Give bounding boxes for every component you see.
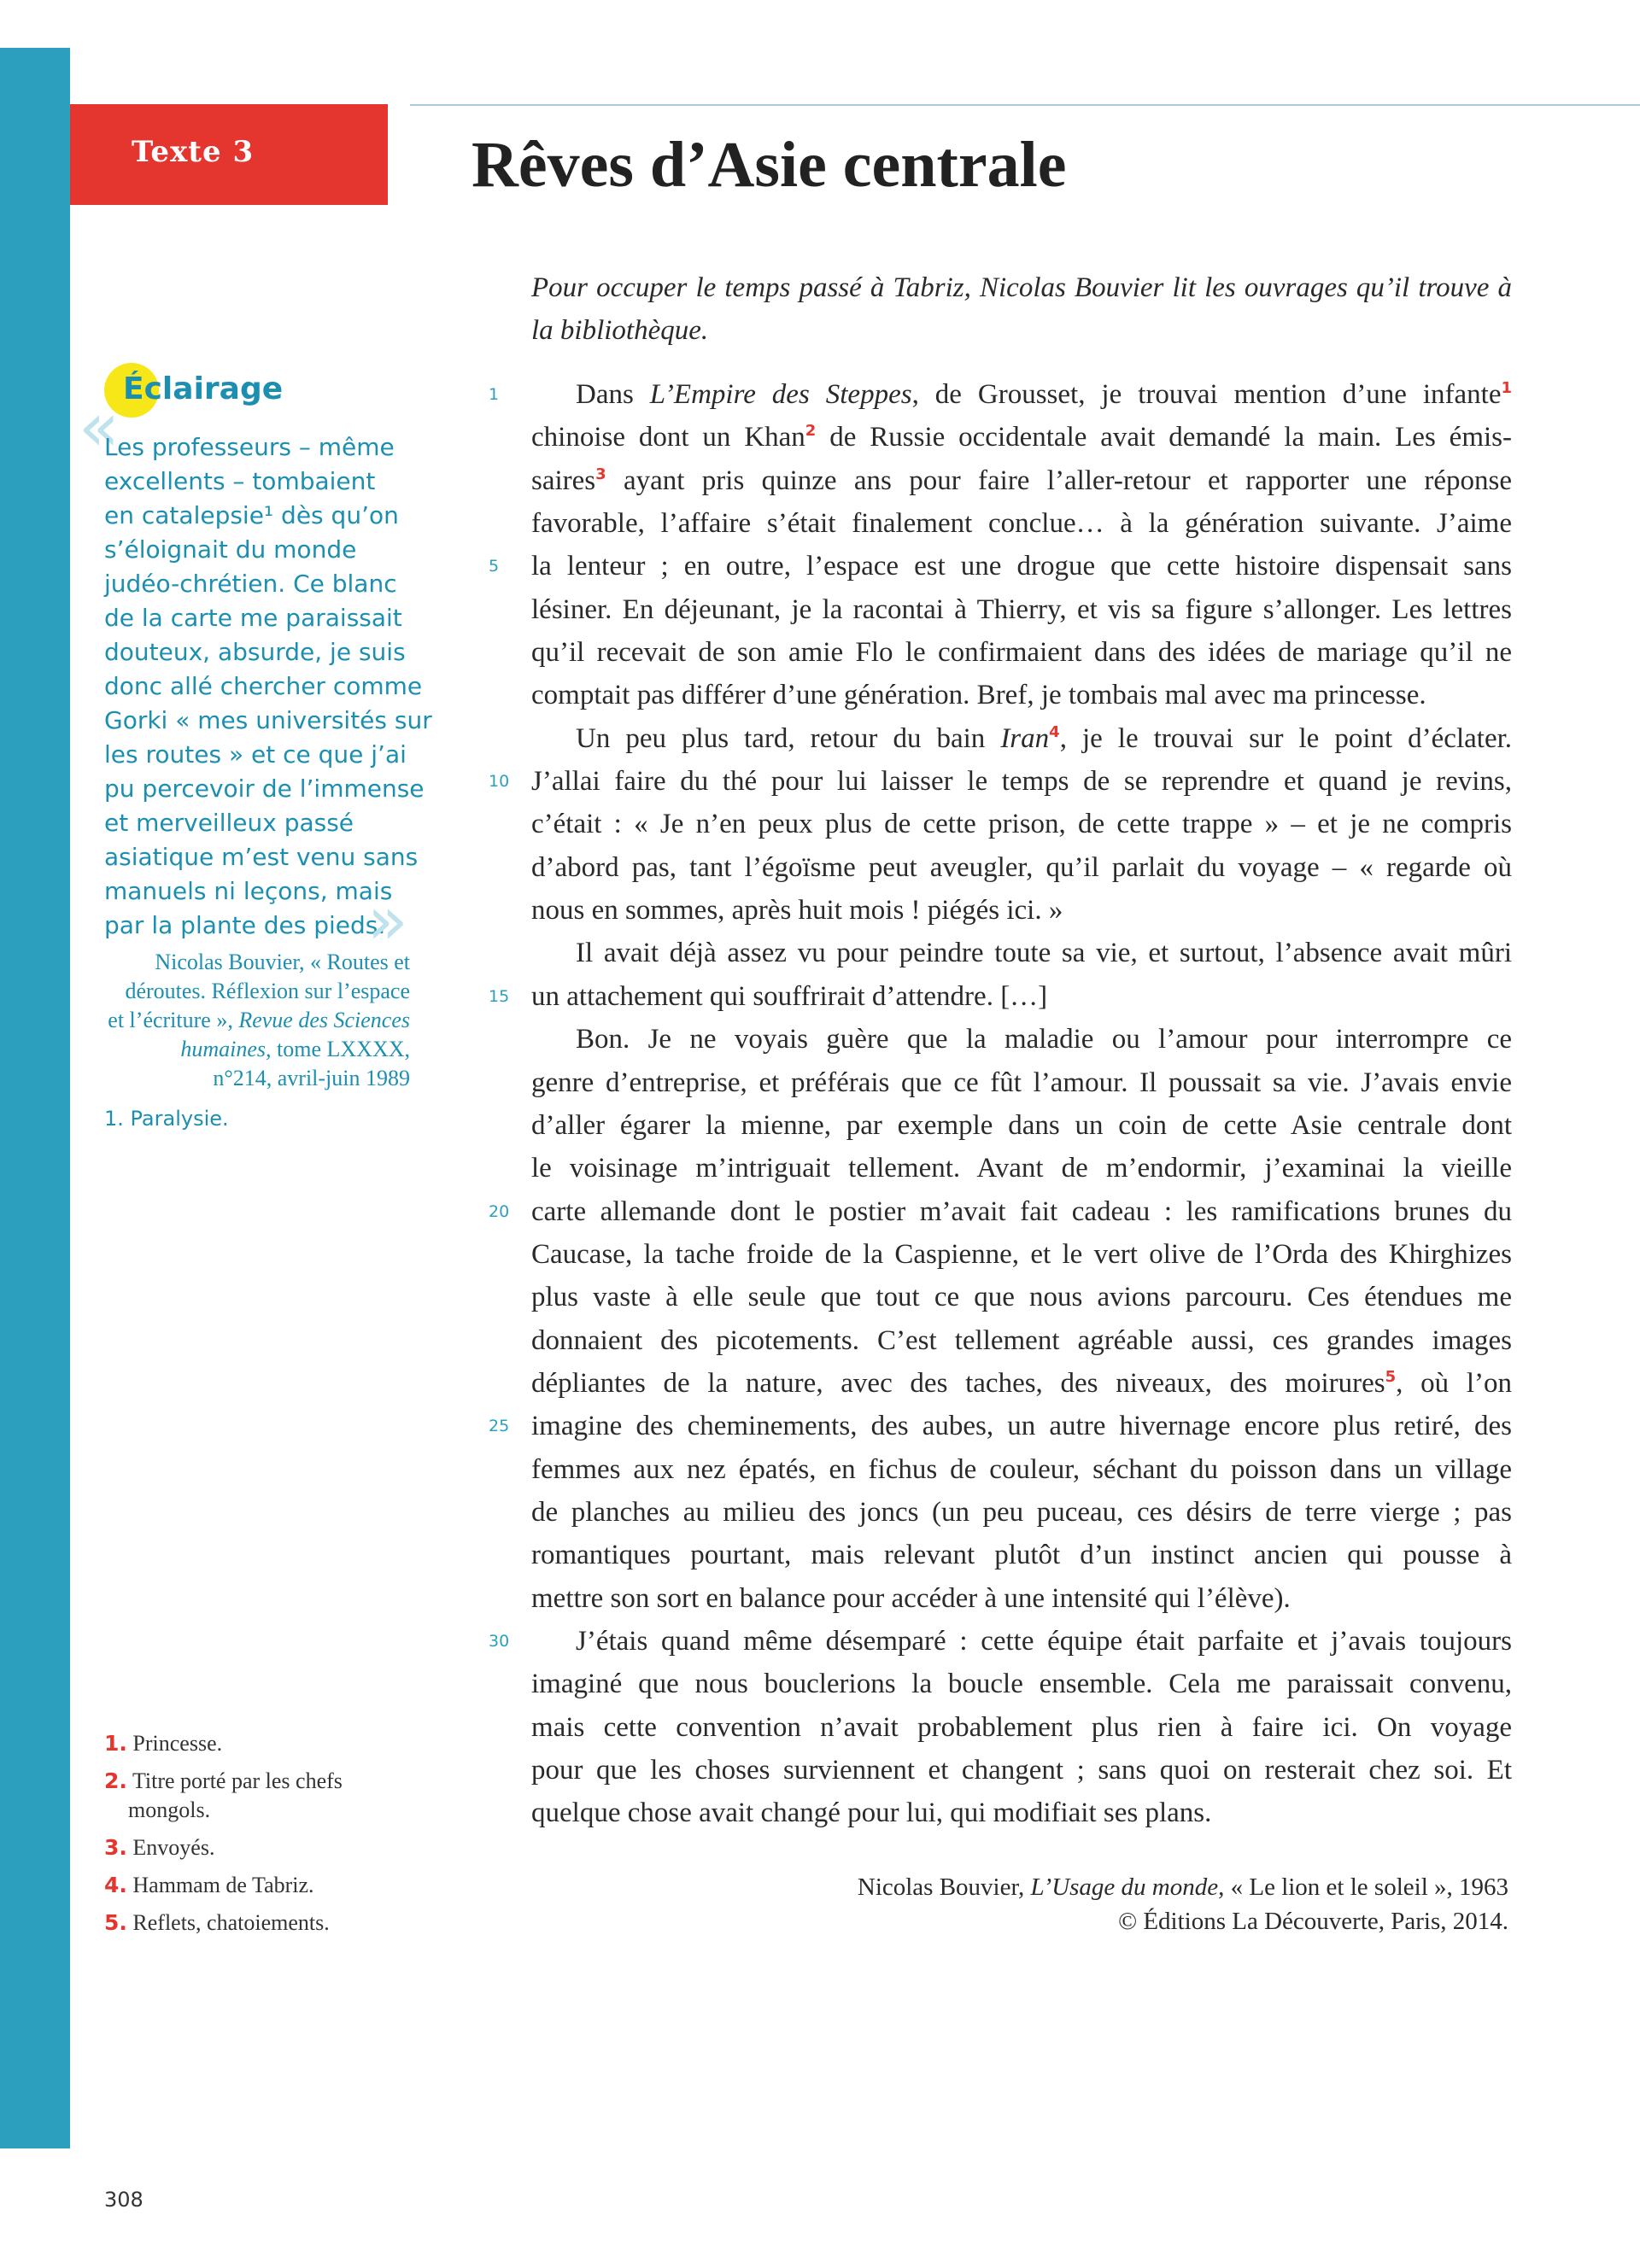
footnote-number: 1. — [104, 1731, 127, 1756]
text-line: pour que les choses surviennent et changent ; sans quoi on resterait chez soi. Et — [531, 1755, 1512, 1786]
eclairage-quote-line: excellents – tombaient — [104, 467, 376, 495]
text-line — [531, 416, 1512, 459]
text-span: carte allemande dont le postier m’avait fait cadeau : les ramifications brunes du — [531, 1195, 1512, 1227]
citation-work: L’Usage du monde — [1030, 1873, 1219, 1901]
source-line: déroutes. Réflexion sur l’espace — [125, 979, 410, 1003]
text-line: le voisinage m’intriguait tellement. Avant de m’endormir, j’examinai la vieille — [531, 1153, 1512, 1184]
eclairage-quote — [104, 430, 432, 943]
text-line: romantiques pourtant, mais relevant plutôt d’un instinct ancien qui pousse à — [531, 1540, 1512, 1571]
text-line: femmes aux nez épatés, en fichus de couleur, séchant du poisson dans un village — [531, 1453, 1512, 1485]
footnote — [104, 1871, 412, 1900]
intro-line: la bibliothèque. — [531, 315, 709, 346]
line-number: 30 — [489, 1631, 510, 1651]
source-text: et l’écriture », — [108, 1008, 239, 1032]
book-title: L’Empire des Steppes — [649, 379, 912, 410]
eclairage-note: 1. Paralysie. — [104, 1107, 229, 1131]
footnotes — [104, 1729, 412, 1946]
text-line: comptait pas différer d’une génération. Bref, je tombais mal avec ma princesse. — [531, 680, 1426, 711]
line-number: 25 — [489, 1417, 510, 1436]
text-line: genre d’entreprise, et préférais que ce fût l’amour. Il poussait sa vie. J’avais envie — [531, 1067, 1512, 1098]
text-line — [489, 760, 1512, 803]
eclairage-quote-line: par la plante des pieds. — [104, 911, 386, 939]
text-line: Il avait déjà assez vu pour peindre toute sa vie, et surtout, l’absence avait mûri — [576, 938, 1512, 969]
text-line: donnaient des picotements. C’est tellement agréable aussi, ces grandes images — [531, 1324, 1512, 1356]
source-line: n°214, avril-juin 1989 — [213, 1066, 410, 1090]
footnote-number: 2. — [104, 1768, 127, 1793]
citation-author: Nicolas Bouvier, — [857, 1873, 1031, 1901]
source-journal: humaines, — [180, 1037, 272, 1061]
text-line — [531, 459, 1512, 502]
footnote-text: Hammam de Tabriz. — [132, 1873, 314, 1897]
text-line: favorable, l’affaire s’était finalement conclue… à la génération suivante. J’aime — [531, 508, 1512, 540]
text-line: quelque chose avait changé pour lui, qui modifiait ses plans. — [531, 1797, 1212, 1829]
text-span: Un peu plus tard, retour du bain — [576, 722, 1001, 754]
eclairage-quote-line: donc allé chercher comme — [104, 672, 423, 700]
section-tag — [70, 104, 388, 205]
footnote-number: 4. — [104, 1873, 127, 1897]
footnote-ref: 3 — [595, 465, 606, 483]
eclairage-quote-line: asiatique m’est venu sans — [104, 843, 419, 871]
footnote-number: 5. — [104, 1910, 127, 1935]
footnote-text: mongols. — [128, 1797, 211, 1822]
text-span: un attachement qui souffrirait d’attendre. […] — [531, 980, 1048, 1012]
text-span: de Russie occidentale avait demandé la main. Les émis- — [816, 422, 1512, 453]
text-line: qu’il recevait de son amie Flo le confirmaient dans des idées de mariage qu’il ne — [531, 637, 1512, 669]
footnote-text: Titre porté par les chefs — [132, 1768, 343, 1793]
text-line: Caucase, la tache froide de la Caspienne, et le vert olive de l’Orda des Khirghizes — [531, 1238, 1512, 1270]
citation-line — [531, 1870, 1508, 1904]
line-number: 1 — [489, 385, 500, 404]
header-rule — [410, 104, 1640, 106]
eclairage-quote-line: et merveilleux passé — [104, 809, 354, 837]
eclairage-quote-line: Les professeurs – même — [104, 433, 395, 461]
line-number: 15 — [489, 986, 510, 1006]
footnote — [104, 1729, 412, 1758]
text-span: ayant pris quinze ans pour faire l’aller-retour et rapporter une réponse — [606, 465, 1512, 496]
footnote-ref: 5 — [1385, 1367, 1397, 1386]
text-span: J’étais quand même désemparé : cette équipe était parfaite et j’avais toujours — [576, 1625, 1512, 1657]
text-span: , je le trouvai sur le point d’éclater. — [1059, 722, 1513, 754]
text-span: , de Grousset, je trouvai mention d’une infante — [911, 379, 1502, 410]
text-line: de planches au milieu des joncs (un peu puceau, ces désirs de terre vierge ; pas — [531, 1496, 1512, 1528]
line-number: 5 — [489, 557, 500, 576]
source-line — [92, 1035, 410, 1064]
eclairage-quote-line: pu percevoir de l’immense — [104, 775, 425, 803]
intro — [531, 266, 1512, 352]
eclairage-quote-line: en catalepsie¹ dès qu’on — [104, 501, 399, 529]
footnote-text: Reflets, chatoiements. — [132, 1910, 330, 1935]
line-number: 10 — [489, 772, 510, 792]
footnote — [104, 1767, 412, 1825]
text-line: imaginé que nous bouclerions la boucle ensemble. Cela me paraissait convenu, — [531, 1669, 1512, 1700]
eclairage-quote-line: de la carte me paraissait — [104, 604, 402, 632]
text-line — [489, 975, 1512, 1018]
text-line — [489, 1190, 1512, 1233]
eclairage-quote-line: s’éloignait du monde — [104, 535, 357, 564]
eclairage-quote-line: douteux, absurde, je suis — [104, 638, 406, 666]
text-line: lésiner. En déjeunant, je la racontai à Thierry, et vis sa figure s’allonger. Les lettres — [531, 593, 1512, 625]
text-line: Bon. Je ne voyais guère que la maladie ou l’amour pour interrompre ce — [576, 1024, 1512, 1055]
text-span: , où l’on — [1396, 1367, 1512, 1399]
copyright-line: © Éditions La Découverte, Paris, 2014. — [1118, 1908, 1508, 1935]
footnote-text: Princesse. — [132, 1731, 223, 1756]
eclairage-quote-line: manuels ni leçons, mais — [104, 877, 393, 905]
text-line: c’était : « Je n’en peux plus de cette prison, de cette trappe » – et je ne compris — [531, 809, 1512, 840]
footnote-ref: 2 — [805, 422, 817, 441]
page-number: 308 — [104, 2188, 144, 2212]
source-line — [92, 1006, 410, 1035]
text-line: nous en sommes, après huit mois ! piégés ici. » — [531, 895, 1063, 926]
eclairage-quote-line: judéo-chrétien. Ce blanc — [104, 570, 397, 598]
citation — [531, 1870, 1508, 1938]
side-color-band — [0, 48, 70, 2148]
text-line: d’abord pas, tant l’égoïsme peut aveugler, qu’il parlait du voyage – « regarde où — [531, 851, 1512, 883]
eclairage-source — [92, 948, 410, 1093]
text-line — [489, 1620, 1512, 1663]
source-journal: Revue des Sciences — [238, 1008, 410, 1032]
text-line — [489, 545, 1512, 587]
text-line — [531, 1362, 1512, 1405]
eclairage-title: Éclairage — [123, 371, 284, 406]
text-span: dépliantes de la nature, avec des taches, des niveaux, des moirures — [531, 1367, 1385, 1399]
source-line: Nicolas Bouvier, « Routes et — [155, 950, 410, 974]
eclairage-quote-line: Gorki « mes universités sur — [104, 706, 432, 734]
text-line: plus vaste à elle seule que tout ce que nous avions parcouru. Ces étendues me — [531, 1282, 1512, 1313]
eclairage-quote-line: les routes » et ce que j’ai — [104, 740, 407, 769]
section-tag-label: Texte 3 — [132, 135, 255, 169]
text-line: mettre son sort en balance pour accéder à une intensité qui l’élève). — [531, 1582, 1291, 1614]
text-span: Dans — [576, 379, 650, 410]
footnote — [104, 1909, 412, 1938]
footnote-ref: 1 — [1501, 379, 1512, 397]
text-line — [489, 1405, 1512, 1447]
text-line: mais cette convention n’avait probablement plus rien à faire ici. On voyage — [531, 1711, 1512, 1743]
text-span: saires — [531, 465, 596, 496]
source-text: tome LXXXX, — [271, 1037, 410, 1061]
footnote — [104, 1833, 412, 1862]
text-line — [531, 717, 1512, 760]
text-span: imagine des cheminements, des aubes, un autre hivernage encore plus retiré, des — [531, 1411, 1512, 1442]
open-quote-mark: « — [79, 389, 120, 466]
line-number: 20 — [489, 1201, 510, 1221]
citation-details: , « Le lion et le soleil », 1963 — [1218, 1873, 1508, 1901]
text-line — [489, 373, 1512, 416]
main-text — [489, 373, 1513, 1835]
page-title: Rêves d’Asie centrale — [472, 129, 1067, 201]
intro-line: Pour occuper le temps passé à Tabriz, Nicolas Bouvier lit les ouvrages qu’il trouve à — [531, 272, 1512, 303]
footnote-number: 3. — [104, 1835, 127, 1860]
text-span: la lenteur ; en outre, l’espace est une drogue que cette histoire dispensait sans — [531, 551, 1512, 582]
text-line: d’aller égarer la mienne, par exemple dans un coin de cette Asie centrale dont — [531, 1109, 1512, 1141]
footnote-text: Envoyés. — [132, 1835, 215, 1860]
text-span: chinoise dont un Khan — [531, 422, 805, 453]
text-span: J’allai faire du thé pour lui laisser le temps de se reprendre et quand je revins, — [531, 766, 1512, 798]
text-italic: Iran — [1000, 722, 1050, 754]
close-quote-mark: » — [367, 883, 408, 960]
footnote-ref: 4 — [1049, 722, 1060, 741]
